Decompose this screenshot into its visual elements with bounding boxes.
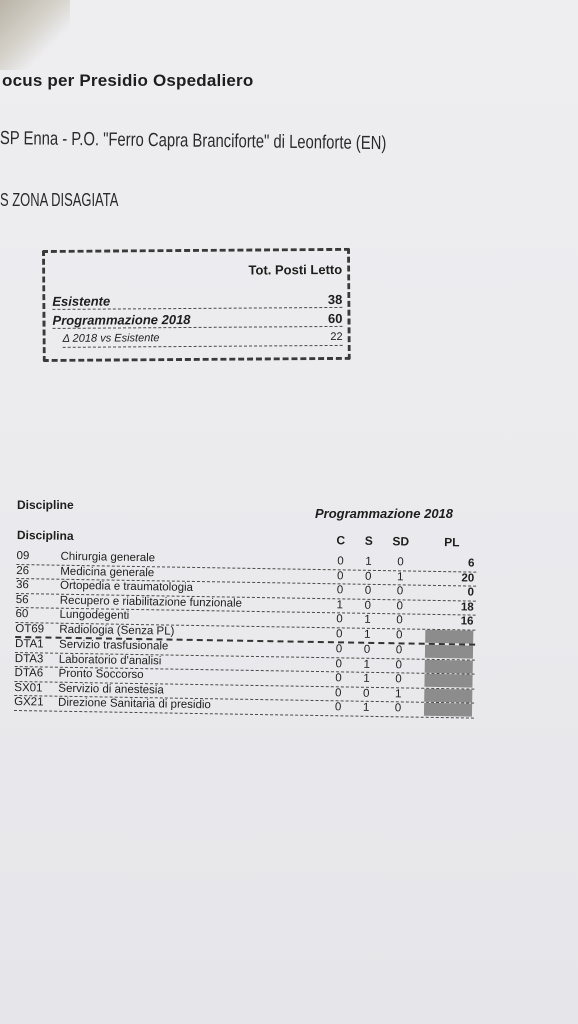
row-name: Laboratorio d'analisi (58, 653, 162, 667)
row-pl: 0 (467, 586, 475, 599)
col-s: S (364, 533, 373, 548)
col-discipline: Disciplina (16, 528, 74, 543)
row-s: 1 (363, 658, 371, 671)
row-name: Servizio trasfusionale (58, 638, 169, 653)
row-sd: 0 (396, 585, 404, 598)
row-name: Ortopedia e traumatologia (59, 579, 194, 594)
row-sd: 1 (395, 687, 402, 700)
row-pl-shaded (425, 659, 473, 673)
row-c: 0 (335, 686, 342, 699)
row-sd: 0 (396, 614, 403, 627)
disciplines-section-label: Discipline (17, 498, 74, 512)
row-code: DTA3 (14, 652, 44, 665)
hospital-subtitle: SP Enna - P.O. "Ferro Capra Branciforte" di Leonforte (EN) (0, 128, 387, 155)
row-s: 1 (363, 628, 371, 641)
row-pl-shaded (424, 688, 472, 702)
col-sd: SD (392, 534, 410, 549)
summary-row-label: Esistente (52, 293, 111, 309)
row-name: Medicina generale (60, 565, 155, 579)
zone-label: S ZONA DISAGIATA (0, 190, 119, 210)
summary-column-label: Tot. Posti Letto (248, 261, 343, 278)
row-s: 1 (362, 701, 370, 714)
row-sd: 0 (395, 658, 403, 671)
row-c: 0 (336, 613, 343, 626)
row-pl: 18 (460, 600, 474, 614)
row-code: OT69 (15, 622, 45, 635)
row-name: Lungodegenti (59, 608, 130, 622)
row-name: Servizio di anestesia (58, 682, 164, 696)
row-sd: 0 (396, 599, 404, 612)
row-s: 0 (364, 584, 372, 597)
page-title: ocus per Presidio Ospedaliero (2, 71, 254, 90)
row-pl-shaded (424, 674, 472, 688)
row-sd: 0 (394, 702, 402, 715)
row-name: Radiologia (Senza PL) (59, 623, 175, 638)
row-s: 0 (363, 643, 371, 656)
row-sd: 0 (395, 673, 402, 686)
row-code: SX01 (14, 681, 43, 694)
row-name: Chirurgia generale (60, 550, 156, 565)
program-2018-label: Programmazione 2018 (315, 506, 454, 521)
row-c: 0 (336, 584, 344, 597)
row-c: 0 (336, 569, 344, 582)
summary-row-value: 22 (330, 330, 343, 343)
summary-row-value: 38 (327, 291, 343, 308)
row-name: Pronto Soccorso (58, 667, 144, 682)
row-code: DTA6 (14, 666, 44, 680)
row-pl: 16 (460, 615, 474, 628)
row-code: 60 (15, 607, 29, 621)
row-s: 0 (363, 687, 370, 700)
row-pl-shaded (425, 645, 473, 659)
summary-row-value: 60 (327, 310, 343, 327)
summary-row-label: Δ 2018 vs Esistente (62, 332, 160, 345)
row-code: 26 (16, 564, 30, 577)
row-c: 0 (335, 627, 343, 640)
row-name: Direzione Sanitaria di presidio (58, 696, 211, 712)
row-c: 0 (334, 701, 342, 714)
row-pl-shaded (424, 703, 472, 717)
row-sd: 0 (397, 556, 404, 569)
summary-row-program (52, 312, 342, 329)
row-s: 1 (365, 555, 372, 568)
row-s: 1 (364, 613, 371, 626)
row-pl: 6 (467, 557, 475, 570)
row-c: 0 (335, 672, 342, 685)
row-sd: 0 (395, 644, 403, 657)
row-c: 0 (335, 643, 343, 656)
row-pl: 20 (461, 571, 475, 585)
row-c: 1 (336, 598, 344, 611)
row-sd: 0 (395, 628, 403, 641)
row-code: DTA1 (14, 637, 44, 651)
row-s: 0 (364, 599, 372, 612)
row-c: 0 (335, 657, 343, 670)
row-s: 0 (364, 570, 372, 583)
summary-row-label: Programmazione 2018 (52, 311, 191, 328)
summary-row-existing (52, 293, 342, 310)
disciplines-table (14, 528, 477, 718)
row-name: Recupero e riabilitazione funzionale (59, 594, 243, 610)
row-code: 09 (16, 549, 30, 563)
row-code: 36 (15, 578, 29, 592)
row-c: 0 (337, 555, 344, 568)
row-code: 56 (15, 593, 29, 606)
row-sd: 1 (396, 570, 404, 583)
summary-row-delta (63, 331, 343, 347)
col-pl: PL (444, 535, 460, 550)
beds-summary-box (42, 248, 351, 362)
row-s: 1 (363, 672, 370, 685)
col-c: C (336, 533, 346, 548)
paper-corner-shadow (0, 0, 70, 70)
row-pl-shaded (425, 629, 473, 643)
row-code: GX21 (14, 695, 44, 709)
